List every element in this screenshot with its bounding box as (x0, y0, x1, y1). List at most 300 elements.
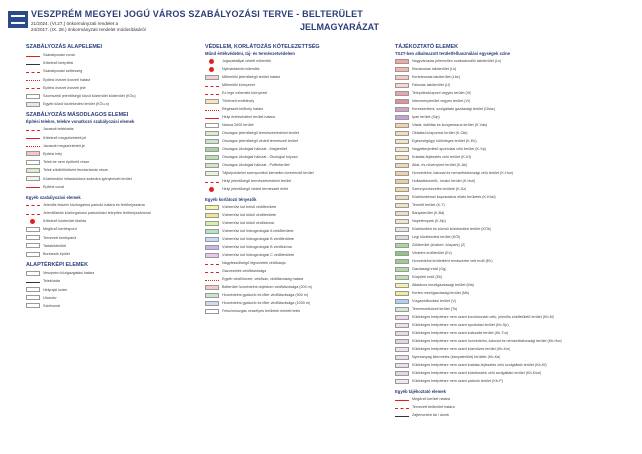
color-swatch-icon (395, 315, 409, 320)
legend-item-label: Kereskedelmi, szolgáltató gazdasági terület (Gksz) (412, 107, 496, 111)
legend-item-label: Különleges beépítésre nem szánt kutatás-fejlesztés célú szolgáltató terület (Kb-Kf) (412, 363, 547, 367)
color-swatch-icon (395, 307, 409, 312)
legend-item (395, 257, 620, 265)
legend-item-label: Műemléki jelentőségű terület határa (222, 75, 281, 79)
legend-item (26, 174, 196, 182)
legend-item (205, 299, 385, 307)
legend-item-label: Közlekedési infrastruktúra számára igénybevett terület (43, 176, 132, 181)
color-swatch-icon (205, 309, 219, 314)
line-symbol-icon (26, 86, 40, 89)
color-swatch-icon (395, 203, 409, 208)
legend-item (395, 137, 620, 145)
legend-item-label: Szabályozási vonal (43, 53, 75, 58)
legend-item-label: Javasolt telekhatár (43, 127, 74, 132)
legend-item-label: Helyi jelentőségű természetvédelmi terület (222, 179, 292, 183)
color-swatch-icon (205, 237, 219, 242)
legend-item-label: Építési vonal (43, 184, 65, 189)
legend-item (205, 177, 385, 185)
legend-item (26, 277, 196, 285)
legend-item-label: Országos jelentőségű természetvédelmi terület (222, 131, 299, 135)
legend-item (395, 233, 620, 241)
legend-item (395, 73, 620, 81)
legend-item-label: Bontandó épület (43, 252, 70, 257)
legend-item-label: Nagykiterjedésű sportolási célú terület (K-Sp) (412, 147, 486, 151)
legend-title: JELMAGYARÁZAT (300, 22, 380, 32)
legend-item-label: Különleges beépítésre nem szánt sportolási terület (Kb-Sp) (412, 323, 509, 327)
color-swatch-icon (395, 171, 409, 176)
legend-item-label: Falusias lakóterület (Lf) (412, 83, 451, 87)
legend-item-label: Vízbeművi kút belső védőterülete (222, 205, 277, 209)
color-swatch-icon (395, 99, 409, 104)
legend-item (26, 158, 196, 166)
plan-title: VESZPRÉM MEGYEI JOGÚ VÁROS SZABÁLYOZÁSI TERVE - BELTERÜLET (31, 9, 363, 19)
legend-item-label: Állat- és növénykert terület (K-Ák) (412, 163, 468, 167)
line-symbol-icon (205, 180, 219, 183)
section-heading: TÁJÉKOZTATÓ ELEMEK (395, 44, 458, 50)
line-symbol-icon (205, 278, 219, 281)
legend-item-label: Történeti emlékhely (222, 99, 255, 103)
legend-item (395, 361, 620, 369)
legend-item-label: Vásár, kiállítás és kongresszus terület (K-Vás) (412, 123, 488, 127)
legend-item (26, 100, 196, 108)
legend-item (205, 121, 385, 129)
legend-item-label: Honvédelmi, katonai és nemzetbiztonsági célú terület (K-Hon) (412, 171, 514, 175)
legend-item (395, 249, 620, 257)
legend-item (395, 89, 620, 97)
color-swatch-icon (395, 267, 409, 272)
color-swatch-icon (205, 293, 219, 298)
legend-item-label: Telek be nem építhető része (43, 160, 90, 165)
legend-item (395, 65, 620, 73)
legend-item (26, 209, 196, 217)
legend-item-label: Építési hely (43, 151, 63, 156)
color-swatch-icon (205, 131, 219, 136)
legend-item-label: Közlekedéssel kapcsolatos ellátó területek (K-Közl) (412, 195, 496, 199)
color-swatch-icon (205, 155, 219, 160)
legend-item (395, 403, 620, 411)
line-symbol-icon (205, 108, 219, 111)
legend-item (26, 242, 196, 250)
legend-item (26, 59, 196, 67)
legend-item (26, 234, 196, 242)
color-swatch-icon (395, 155, 409, 160)
line-symbol-icon (395, 406, 409, 409)
legend-item (205, 219, 385, 227)
legend-item-label: Különleges beépítésre nem szánt közlekedési célú szolgáltató terület (Kb-Közl) (412, 371, 542, 375)
color-swatch-icon (205, 99, 219, 104)
legend-item (395, 121, 620, 129)
legend-item-label: Településközpont vegyes terület (Vt) (412, 91, 472, 95)
section-subheading: Építési telekre, telekre vonatkozó szabályozási elemek (26, 119, 135, 125)
line-symbol-icon (26, 212, 40, 215)
legend-item-label: Építési övezet övezeti jele (43, 85, 86, 90)
color-swatch-icon (205, 245, 219, 250)
decree-line-1: 21/2024. (VI.27.) önkormányzati rendelet a (31, 21, 119, 26)
line-symbol-icon (395, 414, 409, 417)
legend-item (26, 84, 196, 92)
legend-item-label: Telek zöldfelületként fenntartandó része (43, 168, 108, 173)
color-swatch-icon (395, 283, 409, 288)
legend-item (395, 161, 620, 169)
legend-item-label: Egyéb védőövezet, védősáv, védőtávolság határa (222, 277, 304, 281)
legend-item (395, 185, 620, 193)
legend-item-label: Javasolt megszüntetett jel (43, 143, 86, 148)
color-swatch-icon (395, 275, 409, 280)
legend-item (26, 286, 196, 294)
legend-item (205, 161, 385, 169)
legend-item (395, 169, 620, 177)
legend-item (395, 337, 620, 345)
color-swatch-icon (395, 67, 409, 72)
section-subheading: Egyéb korlátozó tényezők (205, 197, 257, 202)
legend-item (395, 241, 620, 249)
legend-item (395, 97, 620, 105)
legend-item-label: Vízbeművi kút hidrogeológiai B védőidoma (222, 245, 292, 249)
color-swatch-icon (395, 235, 409, 240)
line-symbol-icon (205, 262, 219, 265)
legend-item-label: Vízgazdálkodási terület (V) (412, 299, 457, 303)
legend-item (205, 81, 385, 89)
color-swatch-icon (395, 115, 409, 120)
legend-item-label: Védelmi erdőterület (Ev) (412, 251, 452, 255)
section-subheading: Műnd értékvédelmi, táj- és természetvédelem (205, 51, 295, 56)
legend-item-label: Országos ökológiai hálózat - Magterület (222, 147, 287, 151)
color-swatch-icon (26, 227, 40, 232)
legend-item (395, 193, 620, 201)
legend-item-label: Kötelező közterület fásítás (43, 219, 87, 224)
color-swatch-icon (395, 91, 409, 96)
dot-marker-icon (209, 59, 214, 64)
color-swatch-icon (395, 299, 409, 304)
line-symbol-icon (205, 116, 219, 119)
line-symbol-icon (26, 70, 40, 73)
legend-item-label: Szabályozási szélesség (43, 69, 83, 74)
color-swatch-icon (205, 221, 219, 226)
color-swatch-icon (205, 205, 219, 210)
line-symbol-icon (205, 270, 219, 273)
legend-item (205, 145, 385, 153)
color-swatch-icon (205, 213, 219, 218)
legend-item-label: Megőrző kerület határa (412, 397, 450, 401)
legend-item (395, 353, 620, 361)
color-swatch-icon (205, 147, 219, 152)
legend-item-label: Kertes mezőgazdasági terület (Mk) (412, 291, 470, 295)
legend-item (205, 137, 385, 145)
legend-item-label: Hulladékkezelő-, lerakó terület (K-Hull) (412, 179, 476, 183)
color-swatch-icon (395, 227, 409, 232)
legend-item (205, 275, 385, 283)
color-swatch-icon (395, 107, 409, 112)
legend-item (395, 201, 620, 209)
color-swatch-icon (26, 168, 40, 173)
legend-item-label: Vízbeművi kút külső védőterülete (222, 213, 277, 217)
legend-item-label: Nagyvárosias jellemzően szabadonálló lakóterület (Ln) (412, 59, 502, 63)
legend-item-label: Gázvezeték védőtávolsága (222, 269, 267, 273)
line-symbol-icon (205, 84, 219, 87)
color-swatch-icon (395, 347, 409, 352)
legend-item (205, 153, 385, 161)
color-swatch-icon (26, 235, 40, 240)
legend-item-label: Kötelező megszüntetett jel (43, 135, 87, 140)
legend-item-label: Honvédelmi területként rendszerbe vett erdő (Eh) (412, 259, 493, 263)
color-swatch-icon (26, 295, 40, 300)
section-heading: SZABÁLYOZÁS ALAPELEMEI (26, 44, 102, 50)
legend-item (205, 89, 385, 97)
color-swatch-icon (395, 259, 409, 264)
legend-item-label: Veszprém közigazgatási határa (43, 271, 95, 276)
color-swatch-icon (205, 229, 219, 234)
legend-item (205, 129, 385, 137)
color-swatch-icon (395, 323, 409, 328)
legend-item-label: Különleges beépítésre nem szánt parkoló terület (Kb-P) (412, 379, 503, 383)
legend-item (205, 57, 385, 65)
color-swatch-icon (395, 131, 409, 136)
legend-item-label: Különleges beépítésre nem szánt kondícionáló célú, jelenlős zöldfelületű terület (Kb-Kt) (412, 315, 555, 319)
legend-item-label: Intézményterület vegyes terület (Vi) (412, 99, 470, 103)
section-subheading: Egyéb szabályozási elemek (26, 194, 81, 200)
legend-item (395, 225, 620, 233)
color-swatch-icon (26, 252, 40, 257)
color-swatch-icon (395, 195, 409, 200)
legend-item-label: Régészeti lelőhely határa (222, 107, 264, 111)
legend-item-label: Országos ökológiai hálózat - Pufferterület (222, 163, 290, 167)
legend-item (205, 65, 385, 73)
color-swatch-icon (205, 171, 219, 176)
legend-item-label: Országos jelentőségű védett természeti terület (222, 139, 299, 143)
color-swatch-icon (205, 75, 219, 80)
legend-item-label: Műemléki környezet (222, 83, 255, 87)
legend-item (395, 377, 620, 385)
legend-item (205, 243, 385, 251)
color-swatch-icon (395, 219, 409, 224)
legend-item (395, 305, 620, 313)
legend-item (26, 217, 196, 225)
legend-item-label: Nagyfeszültségű légvezeték védősávja (222, 261, 286, 265)
color-swatch-icon (395, 379, 409, 384)
legend-item-label: Kutatás-fejlesztés célú terület (K-Kf) (412, 155, 471, 159)
legend-item-label: Bányaterület (K-Bá) (412, 211, 445, 215)
legend-item (205, 291, 385, 299)
legend-item (26, 250, 196, 258)
legend-item (395, 105, 620, 113)
legend-item-label: Kertvárosias lakóterület (Lke) (412, 75, 460, 79)
line-symbol-icon (205, 92, 219, 95)
color-swatch-icon (205, 253, 219, 258)
legend-item (26, 183, 196, 191)
legend-item (205, 283, 385, 291)
legend-column-2 (205, 44, 385, 319)
legend-item (395, 289, 620, 297)
line-symbol-icon (395, 398, 409, 401)
color-swatch-icon (395, 251, 409, 256)
legend-item (395, 217, 620, 225)
legend-item (395, 57, 620, 65)
color-swatch-icon (395, 355, 409, 360)
legend-item (205, 211, 385, 219)
legend-item-label: Különleges beépítésre nem szánt közműves terület (Kb-Km) (412, 347, 511, 351)
color-swatch-icon (205, 301, 219, 306)
legend-item-label: Tájképvédelmi szempontból kiemelten kezelendő terület (222, 171, 314, 175)
legend-item-label: Belterület honvédelmi objektum védőtávolsága (200 m) (222, 285, 312, 289)
legend-item-label: Felszínmozgás veszélyes területek érintett telek (222, 309, 301, 313)
legend-item (26, 51, 196, 59)
legend-item (395, 369, 620, 377)
section-subheading: TSZT-ben alkalmazott területfelhasználási egységek színe (395, 51, 510, 56)
color-swatch-icon (205, 139, 219, 144)
legend-item (395, 265, 620, 273)
legend-item-label: Vízbeművi kút hidrogeológiai B védőterülete (222, 237, 294, 241)
color-swatch-icon (26, 94, 40, 99)
legend-item-label: Vízbeművi kút külső védőidoma (222, 221, 274, 225)
legend-item-label: Különleges beépítésre nem szánt honvédelmi, katonai és nemzetbiztonsági terület (Kb-Hon) (412, 339, 563, 343)
section-heading: SZABÁLYOZÁS MÁSODLAGOS ELEMEI (26, 112, 129, 119)
color-swatch-icon (26, 160, 40, 165)
legend-item (395, 321, 620, 329)
color-swatch-icon (395, 147, 409, 152)
legend-item-label: Ipari terület (Gip) (412, 115, 440, 119)
legend-item (395, 395, 620, 403)
decree-line-2: 24/2017. (IX. 28.) önkormányzati rendelet módosításáról (31, 27, 146, 32)
legend-item (395, 209, 620, 217)
legend-item-label: Napelempark (K-Np) (412, 219, 446, 223)
city-logo-icon (8, 11, 28, 28)
legend-item (395, 129, 620, 137)
legend-item (395, 411, 620, 419)
line-symbol-icon (26, 128, 40, 131)
legend-item-label: Zajtervezési fal / domb (412, 413, 450, 417)
color-swatch-icon (395, 211, 409, 216)
section-heading: VÉDELEM, KORLÁTOZÁS KÖTELEZETTSÉG (205, 44, 320, 50)
legend-item-label: Természetközeli terület (Tk) (412, 307, 458, 311)
line-symbol-icon (26, 62, 40, 65)
legend-item-label: Általános mezőgazdasági terület (Má) (412, 283, 474, 287)
line-symbol-icon (26, 185, 40, 188)
legend-item (26, 150, 196, 158)
legend-item (395, 113, 620, 121)
color-swatch-icon (395, 187, 409, 192)
legend-item-label: Oktatási központok terület (K-Okt) (412, 131, 468, 135)
legend-item (205, 259, 385, 267)
legend-item-label: Kötelező beépítési (43, 61, 74, 66)
legend-item (395, 273, 620, 281)
legend-item-label: Légi közlekedési terület (KÖl) (412, 235, 461, 239)
legend-item-label: Honvédelmi gyakorló és lőtér védőtávolsága (1000 m) (222, 301, 311, 305)
color-swatch-icon (205, 163, 219, 168)
legend-item (205, 113, 385, 121)
line-symbol-icon (26, 78, 40, 81)
legend-item (395, 313, 620, 321)
legend-column-3 (395, 44, 620, 423)
color-swatch-icon (395, 291, 409, 296)
legend-item-label: Tervezett belterület határa (412, 405, 455, 409)
color-swatch-icon (395, 331, 409, 336)
legend-item-label: Megőrző kerítéspont (43, 227, 77, 232)
legend-item (26, 201, 196, 209)
legend-item-label: Temető terület (K-T) (412, 203, 445, 207)
legend-item (26, 76, 196, 84)
legend-item-label: Tartalékterület (43, 243, 67, 248)
color-swatch-icon (26, 176, 40, 181)
dot-marker-icon (209, 187, 214, 192)
legend-item-label: Telekhatár (43, 279, 61, 284)
legend-item (395, 177, 620, 185)
legend-item-label: Építési övezet övezeti határa (43, 77, 91, 82)
legend-item (205, 185, 385, 193)
legend-item (205, 251, 385, 259)
legend-item-label: Zöldterület (közkert, közpark) (Z) (412, 243, 466, 247)
legend-column-1 (26, 44, 196, 314)
color-swatch-icon (395, 243, 409, 248)
legend-item (205, 267, 385, 275)
legend-item (395, 345, 620, 353)
legend-item (26, 142, 196, 150)
legend-item (205, 235, 385, 243)
legend-item-label: Tervezett kerékpárút (43, 235, 77, 240)
color-swatch-icon (395, 339, 409, 344)
legend-item (26, 166, 196, 174)
legend-item-label: Helyrajzi szám (43, 287, 67, 292)
line-symbol-icon (26, 203, 40, 206)
color-swatch-icon (395, 75, 409, 80)
legend-item-label: Kisvárosias lakóterület (Lk) (412, 67, 457, 71)
color-swatch-icon (395, 179, 409, 184)
legend-item-label: Egészségügyi különleges terület (K-Eü) (412, 139, 477, 143)
legend-item-label: Szintvonal (43, 303, 61, 308)
legend-item (395, 153, 620, 161)
color-swatch-icon (395, 363, 409, 368)
legend-item-label: Vízbeművi kút hidrogeológiai A védőterülete (222, 229, 294, 233)
legend-item (26, 302, 196, 310)
legend-item (205, 97, 385, 105)
color-swatch-icon (395, 59, 409, 64)
legend-item (205, 227, 385, 235)
legend-item-label: Közjóléti erdő (Ek) (412, 275, 443, 279)
legend-item-label: Szomszédi jelentőségű közút közterület közterület (KÖu) (43, 94, 136, 99)
color-swatch-icon (26, 303, 40, 308)
legend-item-label: Utcanév (43, 295, 57, 300)
legend-item-label: Ex lege műemlék környezet (222, 91, 268, 95)
legend-item-label: Szennyvízkezelés területe (K-Sz) (412, 187, 467, 191)
legend-item (395, 297, 620, 305)
legend-item-label: Egyéb közút közlekedési terület (KÖu-n) (43, 102, 109, 107)
legend-item-label: Helyi jelentőségű védett természeti érték (222, 187, 289, 191)
color-swatch-icon (395, 83, 409, 88)
legend-item-label: Honvédelmi gyakorló és lőtér védőtávolsága (500 m) (222, 293, 309, 297)
legend-item (26, 67, 196, 75)
legend-item-label: Natura 2000 terület (222, 123, 254, 127)
color-swatch-icon (26, 271, 40, 276)
legend-item-label: Különleges beépítésre nem szánt kulturális terület (Kb-Tur) (412, 331, 509, 335)
line-symbol-icon (26, 144, 40, 147)
legend-item (395, 145, 620, 153)
legend-item (205, 169, 385, 177)
color-swatch-icon (26, 287, 40, 292)
dot-marker-icon (209, 67, 214, 72)
legend-item (205, 203, 385, 211)
legend-item (395, 329, 620, 337)
legend-item (205, 105, 385, 113)
legend-item (205, 73, 385, 81)
color-swatch-icon (26, 243, 40, 248)
legend-item (26, 125, 196, 133)
legend-item-label: Jelenlős felszíni közforgalmú parkoló határa és férőhelyszáma (43, 202, 145, 207)
legend-item-label: Helyi értékvédelmi terület határa (222, 115, 275, 119)
legend-item-label: Jelentlősebb közforgalomú parkolóházi telepítés férőhelyszámmal (43, 211, 151, 216)
legend-item-label: Vízbeművi kút hidrogeológiai C védőterülete (222, 253, 295, 257)
legend-item (26, 294, 196, 302)
color-swatch-icon (395, 371, 409, 376)
dot-marker-icon (30, 219, 35, 224)
